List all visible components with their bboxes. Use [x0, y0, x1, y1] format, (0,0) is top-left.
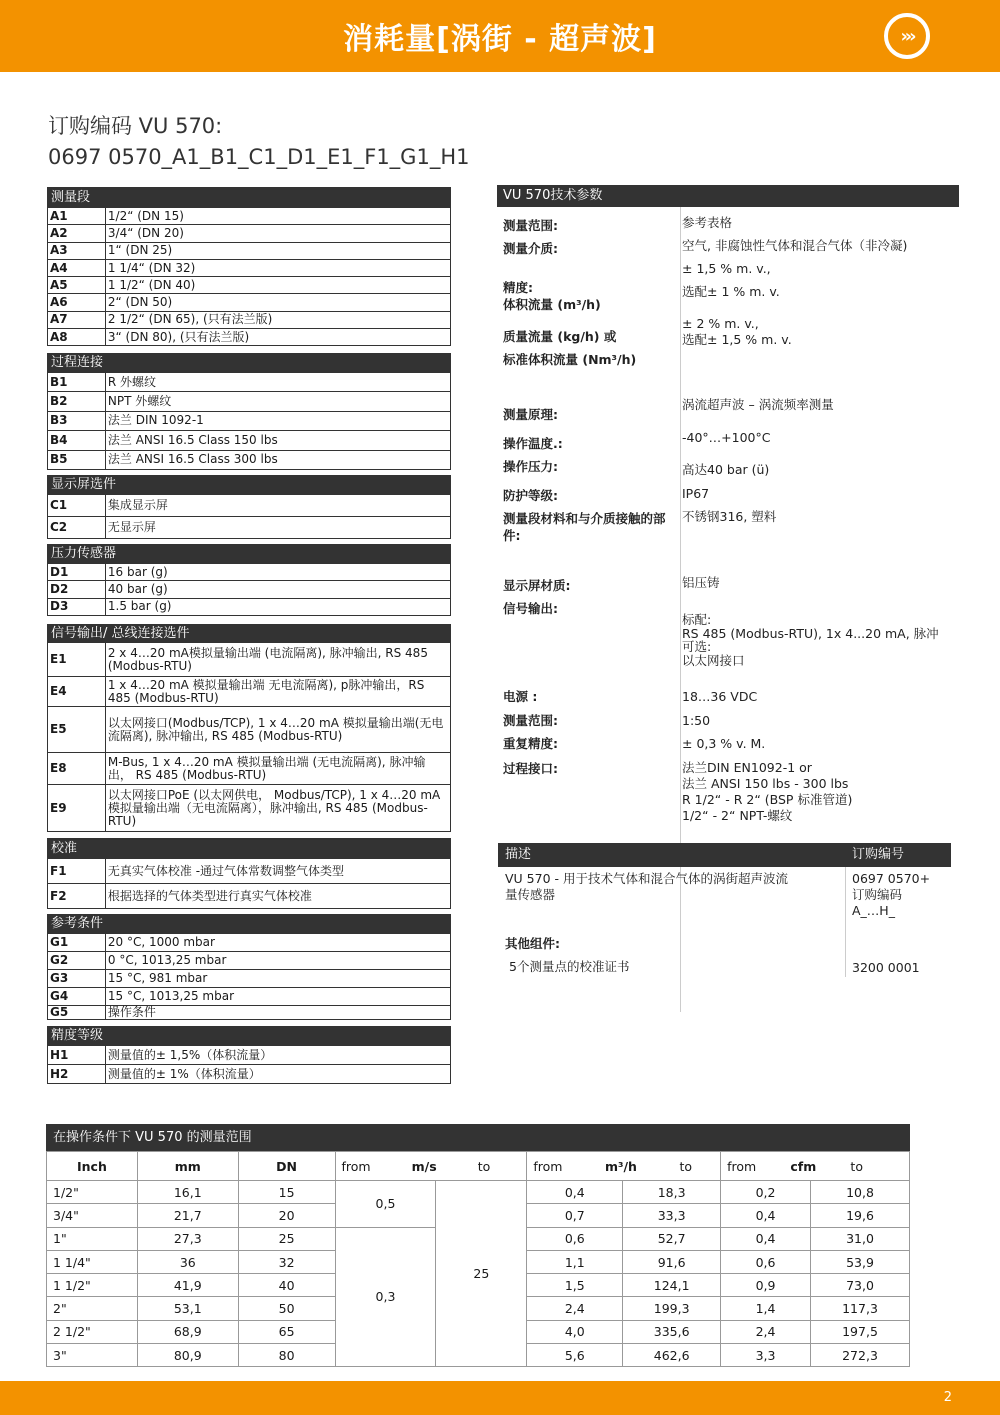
order-number-line: 订购编码: [852, 887, 903, 902]
option-code: B3: [48, 411, 106, 430]
cell-m3h-to: 52,7: [623, 1227, 721, 1250]
option-code: D2: [48, 581, 106, 598]
cell-dn: 25: [238, 1227, 335, 1250]
spec-value: IP67: [682, 486, 710, 501]
spec-label: 测量段材料和与介质接触的部件:: [503, 511, 666, 543]
spec-label: 测量范围:: [503, 218, 558, 233]
option-table-accuracy-class: [47, 1026, 451, 1084]
option-value: 1/2“ (DN 15): [105, 208, 450, 225]
order-code-line1: 订购编码 VU 570:: [48, 114, 223, 138]
header-from: from: [727, 1158, 757, 1174]
cell-mm: 80,9: [137, 1344, 238, 1367]
page-title: 消耗量[涡街 - 超声波]: [343, 22, 657, 57]
spec-label: 过程接口:: [503, 761, 558, 776]
cell-ms-to: 25: [436, 1181, 527, 1367]
cell-m3h-to: 199,3: [623, 1297, 721, 1320]
page-footer: [0, 1381, 1000, 1415]
option-code: A6: [48, 294, 106, 311]
cell-inch: 2 1/2": [47, 1320, 138, 1343]
header-m3h-group: [527, 1152, 721, 1181]
cell-cfm-to: 73,0: [811, 1274, 910, 1297]
option-value: 1 x 4…20 mA 模拟量输出端 无电流隔离), p脉冲输出，RS 485 (Modbus-RTU): [105, 677, 450, 707]
spec-value: 以太网接口: [682, 652, 745, 668]
option-code: H1: [48, 1046, 106, 1065]
cell-cfm-to: 117,3: [811, 1297, 910, 1320]
option-value: 2 x 4…20 mA模拟量输出端 (电流隔离), 脉冲输出, RS 485 (Modbus-RTU): [105, 643, 450, 677]
cell-mm: 16,1: [137, 1181, 238, 1204]
spec-label: 操作温度.:: [503, 436, 563, 451]
spec-value: 铝压铸: [682, 575, 720, 590]
cell-cfm-to: 272,3: [811, 1344, 910, 1367]
cell-mm: 36: [137, 1250, 238, 1273]
spec-value: R 1/2“ - R 2“ (BSP 标准管道): [682, 792, 853, 807]
spec-label: 测量原理:: [503, 407, 558, 422]
cell-m3h-from: 2,4: [527, 1297, 623, 1320]
cell-m3h-to: 18,3: [623, 1181, 721, 1204]
spec-label: 测量介质:: [503, 241, 558, 256]
cell-dn: 50: [238, 1297, 335, 1320]
cell-m3h-from: 5,6: [527, 1344, 623, 1367]
option-table-calibration: [47, 838, 451, 909]
option-code: E9: [48, 785, 106, 832]
tech-spec-panel: [497, 185, 959, 823]
table-header-row: [47, 1152, 910, 1181]
column-divider: [845, 867, 846, 977]
spec-label: 电源 :: [503, 689, 538, 704]
cell-dn: 40: [238, 1274, 335, 1297]
spec-label: 防护等级:: [503, 488, 558, 503]
option-code: A4: [48, 259, 106, 276]
order-info-table: [498, 843, 951, 975]
spec-label: 标准体积流量 (Nm³/h): [503, 352, 637, 367]
header-dn: DN: [238, 1152, 335, 1181]
cell-m3h-to: 124,1: [623, 1274, 721, 1297]
description-line: 量传感器: [505, 887, 556, 902]
option-code: A5: [48, 277, 106, 294]
cell-cfm-to: 53,9: [811, 1250, 910, 1273]
option-table-title: 校准: [47, 838, 451, 858]
cell-inch: 1/2": [47, 1181, 138, 1204]
spec-value: 1:50: [682, 713, 711, 728]
order-number-line: 0697 0570+: [852, 871, 931, 886]
option-value: 集成显示屏: [105, 495, 450, 517]
spec-value: 法兰 ANSI 150 lbs - 300 lbs: [682, 776, 849, 791]
header-from: from: [533, 1158, 563, 1174]
spec-label: 显示屏材质:: [503, 578, 571, 593]
option-value: 2“ (DN 50): [105, 294, 450, 311]
column-header-description: 描述: [505, 847, 532, 862]
option-value: 以太网接口PoE (以太网供电， Modbus/TCP), 1 x 4…20 mA 模拟量输出端（无电流隔离），脉冲输出, RS 485 (Modbus-RTU): [105, 785, 450, 832]
option-value: 2 1/2“ (DN 65), (只有法兰版): [105, 311, 450, 328]
spec-value: 标配:: [682, 612, 712, 627]
option-code: G4: [48, 988, 106, 1006]
spec-value: 法兰DIN EN1092-1 or: [682, 760, 812, 775]
product-description: [505, 871, 788, 903]
header-ms-group: [335, 1152, 527, 1181]
spec-value: 1/2“ - 2“ NPT-螺纹: [682, 808, 793, 823]
option-table-title: 压力传感器: [47, 544, 451, 563]
option-code: E4: [48, 677, 106, 707]
cell-m3h-from: 4,0: [527, 1320, 623, 1343]
spec-label: 质量流量 (kg/h) 或: [503, 329, 617, 344]
option-table-signal-output: [47, 624, 451, 832]
option-code: A2: [48, 225, 106, 242]
cell-m3h-from: 0,4: [527, 1181, 623, 1204]
spec-value-signal: [682, 613, 957, 667]
option-table-title: 信号输出/ 总线连接选件: [47, 624, 451, 642]
spec-value: -40°…+100°C: [682, 430, 771, 445]
header-from: from: [341, 1158, 371, 1174]
column-header-order-number: 订购编号: [852, 847, 905, 862]
option-value: 以太网接口(Modbus/TCP), 1 x 4…20 mA 模拟量输出端(无电流隔离), 脉冲输出, RS 485 (Modbus-RTU): [105, 707, 450, 753]
option-table-measuring-section: [47, 187, 451, 346]
header-ms: m/s: [411, 1158, 437, 1174]
cell-mm: 53,1: [137, 1297, 238, 1320]
option-value: 20 °C, 1000 mbar: [105, 934, 450, 952]
cell-mm: 21,7: [137, 1204, 238, 1227]
option-code: B2: [48, 392, 106, 411]
option-value: 40 bar (g): [105, 581, 450, 598]
option-value: R 外螺纹: [105, 373, 450, 392]
measuring-range-table: [46, 1124, 910, 1367]
header-cfm: cfm: [790, 1158, 817, 1174]
product-order-number: [852, 871, 930, 919]
option-table-pressure-sensor: [47, 544, 451, 616]
option-value: M-Bus, 1 x 4…20 mA 模拟量输出端 (无电流隔离), 脉冲输出， RS 485 (Modbus-RTU): [105, 753, 450, 785]
table-row: [47, 1181, 910, 1204]
option-value: 1 1/4“ (DN 32): [105, 259, 450, 276]
cell-m3h-from: 1,5: [527, 1274, 623, 1297]
order-number-line: A_…H_: [852, 903, 895, 918]
header-to: to: [850, 1158, 863, 1174]
cell-mm: 41,9: [137, 1274, 238, 1297]
spec-value: 不锈钢316, 塑料: [682, 509, 777, 524]
option-code: E5: [48, 707, 106, 753]
cell-inch: 3/4": [47, 1204, 138, 1227]
option-code: C2: [48, 517, 106, 539]
option-code: D1: [48, 564, 106, 581]
header-m3h: m³/h: [604, 1158, 637, 1174]
option-value: 法兰 ANSI 16.5 Class 150 lbs: [105, 431, 450, 450]
spec-label: 重复精度:: [503, 736, 558, 751]
option-value: 15 °C, 1013,25 mbar: [105, 988, 450, 1006]
cell-cfm-from: 0,6: [721, 1250, 811, 1273]
cell-inch: 1 1/2": [47, 1274, 138, 1297]
spec-value: ± 2 % m. v.,: [682, 316, 759, 331]
cell-cfm-from: 0,9: [721, 1274, 811, 1297]
logo-glyph: »›: [900, 25, 914, 47]
option-table-title: 显示屏选件: [47, 475, 451, 494]
tech-spec-title: VU 570技术参数: [497, 185, 959, 207]
measuring-range-title: 在操作条件下 VU 570 的测量范围: [46, 1124, 910, 1151]
option-table-title: 精度等级: [47, 1026, 451, 1045]
option-value: 法兰 ANSI 16.5 Class 300 lbs: [105, 450, 450, 469]
option-value: 3“ (DN 80), (只有法兰版): [105, 329, 450, 346]
order-code-line2: 0697 0570_A1_B1_C1_D1_E1_F1_G1_H1: [48, 145, 470, 169]
option-value: NPT 外螺纹: [105, 392, 450, 411]
cell-mm: 68,9: [137, 1320, 238, 1343]
option-table-title: 过程连接: [47, 353, 451, 372]
spec-label: 体积流量 (m³/h): [503, 297, 601, 312]
cell-inch: 1": [47, 1227, 138, 1250]
cell-dn: 32: [238, 1250, 335, 1273]
cell-cfm-from: 2,4: [721, 1320, 811, 1343]
cell-dn: 15: [238, 1181, 335, 1204]
cell-dn: 80: [238, 1344, 335, 1367]
option-code: F2: [48, 884, 106, 909]
option-code: E1: [48, 643, 106, 677]
cell-m3h-to: 33,3: [623, 1204, 721, 1227]
cell-ms-from: 0,3: [335, 1227, 436, 1367]
cell-m3h-to: 462,6: [623, 1344, 721, 1367]
option-value: 1“ (DN 25): [105, 242, 450, 259]
option-code: A1: [48, 208, 106, 225]
cell-mm: 27,3: [137, 1227, 238, 1250]
option-code: D3: [48, 598, 106, 615]
option-value: 3/4“ (DN 20): [105, 225, 450, 242]
spec-label: 精度:: [503, 280, 533, 295]
option-code: G5: [48, 1006, 106, 1020]
other-component-description: 5个测量点的校准证书: [509, 959, 630, 974]
cell-cfm-from: 0,4: [721, 1204, 811, 1227]
option-code: F1: [48, 859, 106, 884]
option-table-display: [47, 475, 451, 539]
header-to: to: [679, 1158, 693, 1174]
option-table-title: 测量段: [47, 187, 451, 207]
option-value: 1.5 bar (g): [105, 598, 450, 615]
description-line: VU 570 - 用于技术气体和混合气体的涡街超声波流: [505, 871, 788, 886]
cell-m3h-to: 335,6: [623, 1320, 721, 1343]
cell-ms-from: 0,5: [335, 1181, 436, 1228]
brand-logo-icon: [884, 13, 930, 59]
option-table-process-connection: [47, 353, 451, 470]
option-table-reference: [47, 914, 451, 1020]
spec-value: 涡流超声波 – 涡流频率测量: [682, 397, 834, 412]
page-header: [0, 0, 1000, 72]
option-value: 法兰 DIN 1092-1: [105, 411, 450, 430]
option-value: 操作条件: [105, 1006, 450, 1020]
option-code: B4: [48, 431, 106, 450]
cell-dn: 20: [238, 1204, 335, 1227]
spec-value: ± 1,5 % m. v.,: [682, 261, 771, 276]
spec-value: ± 0,3 % v. M.: [682, 736, 766, 751]
cell-m3h-to: 91,6: [623, 1250, 721, 1273]
option-code: E8: [48, 753, 106, 785]
order-code-heading: [48, 111, 469, 173]
header-cfm-group: [721, 1152, 910, 1181]
option-code: B1: [48, 373, 106, 392]
order-info-header: [498, 843, 951, 867]
cell-inch: 2": [47, 1297, 138, 1320]
option-code: G2: [48, 952, 106, 970]
option-code: C1: [48, 495, 106, 517]
cell-m3h-from: 0,7: [527, 1204, 623, 1227]
option-table-title: 参考条件: [47, 914, 451, 933]
spec-label: 操作压力:: [503, 459, 558, 474]
header-mm: mm: [137, 1152, 238, 1181]
header-inch: Inch: [47, 1152, 138, 1181]
cell-cfm-to: 197,5: [811, 1320, 910, 1343]
option-value: 15 °C, 981 mbar: [105, 970, 450, 988]
header-to: to: [477, 1158, 491, 1174]
option-code: H2: [48, 1065, 106, 1084]
spec-value-process: [682, 760, 957, 824]
page-number: 2: [943, 1390, 952, 1405]
cell-cfm-to: 19,6: [811, 1204, 910, 1227]
spec-value: 空气, 非腐蚀性气体和混合气体（非冷凝): [682, 238, 908, 253]
option-code: G3: [48, 970, 106, 988]
option-value: 测量值的± 1,5%（体积流量）: [105, 1046, 450, 1065]
cell-inch: 3": [47, 1344, 138, 1367]
option-code: A7: [48, 311, 106, 328]
spec-label: 测量范围:: [503, 713, 558, 728]
spec-value: 高达40 bar (ü): [682, 462, 770, 477]
cell-cfm-to: 31,0: [811, 1227, 910, 1250]
option-value: 1 1/2“ (DN 40): [105, 277, 450, 294]
option-value: 无真实气体校准 -通过气体常数调整气体类型: [105, 859, 450, 884]
cell-m3h-from: 0,6: [527, 1227, 623, 1250]
cell-inch: 1 1/4": [47, 1250, 138, 1273]
option-value: 0 °C, 1013,25 mbar: [105, 952, 450, 970]
option-value: 16 bar (g): [105, 564, 450, 581]
cell-cfm-from: 0,2: [721, 1181, 811, 1204]
option-value: 测量值的± 1%（体积流量）: [105, 1065, 450, 1084]
option-code: A3: [48, 242, 106, 259]
cell-dn: 65: [238, 1320, 335, 1343]
cell-m3h-from: 1,1: [527, 1250, 623, 1273]
option-code: G1: [48, 934, 106, 952]
other-components-title: 其他组件:: [505, 936, 560, 951]
spec-label: 信号输出:: [503, 601, 558, 616]
spec-value: 选配± 1,5 % m. v.: [682, 332, 792, 347]
option-code: A8: [48, 329, 106, 346]
cell-cfm-to: 10,8: [811, 1181, 910, 1204]
spec-value: 参考表格: [682, 215, 733, 230]
option-value: 无显示屏: [105, 517, 450, 539]
cell-cfm-from: 0,4: [721, 1227, 811, 1250]
spec-value: 可选:: [682, 639, 712, 654]
option-value: 根据选择的气体类型进行真实气体校准: [105, 884, 450, 909]
spec-value: RS 485 (Modbus-RTU), 1x 4...20 mA, 脉冲: [682, 625, 939, 641]
other-component-order-number: 3200 0001: [852, 960, 920, 975]
cell-cfm-from: 3,3: [721, 1344, 811, 1367]
spec-value: 选配± 1 % m. v.: [682, 284, 780, 299]
cell-cfm-from: 1,4: [721, 1297, 811, 1320]
option-code: B5: [48, 450, 106, 469]
spec-value: 18…36 VDC: [682, 689, 758, 704]
